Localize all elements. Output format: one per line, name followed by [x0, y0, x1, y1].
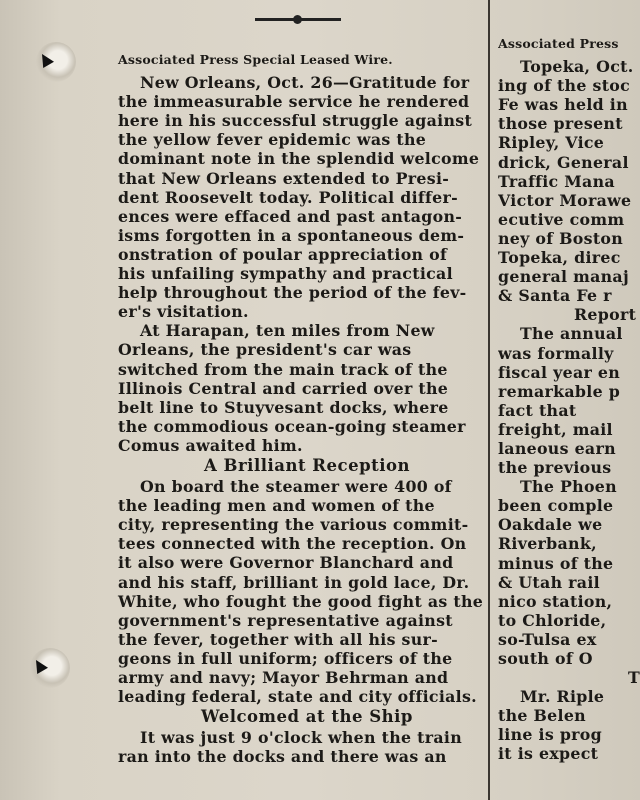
text-line: laneous earn — [498, 438, 616, 458]
text-line: New Orleans, Oct. 26—Gratitude for — [140, 73, 470, 93]
paragraph-1-cont — [118, 92, 496, 321]
text-line: that New Orleans extended to Presi- — [118, 168, 450, 188]
text-line: dent Roosevelt today. Political differ- — [118, 187, 458, 207]
paragraph-3 — [118, 477, 496, 496]
text-line: Mr. Riple — [520, 687, 605, 707]
subheading-welcomed-at-ship: Welcomed at the Ship — [201, 707, 413, 727]
binding-hole-bottom — [30, 648, 70, 688]
text-line: to Chloride, — [498, 610, 607, 630]
text-line: Riverbank, — [498, 534, 597, 554]
text-line: was formally — [498, 343, 614, 363]
text-line: the immeasurable service he rendered — [118, 92, 470, 112]
text-line: fact that — [498, 400, 577, 420]
text-line: so-Tulsa ex — [498, 629, 597, 649]
text-line: remarkable p — [498, 381, 621, 401]
paragraph-2-cont — [118, 340, 496, 455]
text-line: it is expect — [498, 744, 599, 764]
text-line: White, who fought the good fight as the — [118, 591, 484, 611]
text-line: city, representing the various commit- — [118, 515, 469, 535]
text-line: isms forgotten in a spontaneous dem- — [118, 225, 465, 245]
text-line: Fe was held in — [498, 95, 628, 115]
text-line: onstration of poular appreciation of — [118, 244, 448, 264]
article-column-left — [118, 50, 496, 766]
text-line: er's visitation. — [118, 302, 249, 322]
paragraph-4-cont — [118, 747, 496, 766]
text-line: general manaj — [498, 267, 629, 287]
text-line: help throughout the period of the fev- — [118, 283, 467, 303]
text-line: switched from the main track of the — [118, 359, 448, 379]
text-line: freight, mail — [498, 419, 613, 439]
wire-credit: Associated Press Special Leased Wire. — [118, 52, 393, 67]
text-line: his unfailing sympathy and practical — [118, 264, 453, 284]
text-line: geons in full uniform; officers of the — [118, 648, 453, 668]
text-line: ing of the stoc — [498, 76, 631, 96]
text-line: Topeka, direc — [498, 248, 621, 268]
text-line: belt line to Stuyvesant docks, where — [118, 397, 449, 417]
text-line: the Belen — [498, 706, 586, 726]
text-line: the commodious ocean-going steamer — [118, 416, 466, 436]
text-line: government's representative against — [118, 610, 453, 630]
text-line: ney of Boston — [498, 228, 624, 248]
text-line: line is prog — [498, 725, 602, 745]
text-line: Illinois Central and carried over the — [118, 378, 449, 398]
text-line: On board the steamer were 400 of — [140, 477, 452, 497]
text-line: drick, General — [498, 152, 629, 172]
header-ornament-rule — [255, 18, 341, 21]
text-line: south of O — [498, 649, 593, 668]
text-line: those present — [498, 114, 623, 134]
text-line: ran into the docks and there was an — [118, 747, 447, 767]
paragraph-4 — [118, 728, 496, 747]
paragraph-3-cont — [118, 496, 496, 706]
binding-hole-top — [36, 42, 76, 82]
article-column-right — [498, 34, 640, 764]
text-line: army and navy; Mayor Behrman and — [118, 668, 449, 687]
subheading-brilliant-reception: A Brilliant Reception — [204, 455, 410, 475]
text-line: Ripley, Vice — [498, 133, 605, 153]
text-line: Orleans, the president's car was — [118, 340, 412, 360]
wire-credit-right: Associated Press — [498, 36, 619, 51]
text-line: nico station, — [498, 591, 613, 611]
text-line: At Harapan, ten miles from New — [140, 321, 435, 341]
text-line: dominant note in the splendid welcome — [118, 149, 480, 169]
text-line: & Santa Fe r — [498, 286, 612, 306]
text-line: the yellow fever epidemic was the — [118, 130, 427, 150]
text-line: ences were effaced and past antagon- — [118, 206, 463, 226]
text-line: The annual — [520, 324, 623, 344]
text-line: Comus awaited him. — [118, 435, 303, 455]
text-line: It was just 9 o'clock when the train — [140, 728, 462, 748]
text-line: and his staff, brilliant in gold lace, Dr. — [118, 572, 470, 592]
text-line: fiscal year en — [498, 362, 621, 382]
text-line: ecutive comm — [498, 209, 625, 229]
paragraph-2 — [118, 321, 496, 340]
text-line: the fever, together with all his sur- — [118, 629, 439, 649]
subheading-report: Report — [574, 305, 637, 325]
text-line: it also were Governor Blanchard and — [118, 553, 454, 573]
text-line: here in his successful struggle against — [118, 111, 473, 131]
text-line: the leading men and women of the — [118, 496, 435, 516]
text-line: been comple — [498, 496, 614, 516]
subheading-partial: T — [628, 668, 640, 688]
text-line: minus of the — [498, 553, 614, 573]
text-line: Traffic Mana — [498, 171, 615, 191]
text-line: Oakdale we — [498, 515, 603, 535]
text-line: & Utah rail — [498, 572, 600, 592]
text-line: The Phoen — [520, 477, 617, 497]
paragraph-1 — [118, 73, 496, 92]
text-line: leading federal, state and city officials. — [118, 687, 477, 707]
text-line: Topeka, Oct. — [520, 57, 634, 77]
text-line: tees connected with the reception. On — [118, 534, 467, 554]
text-line: Victor Morawe — [498, 190, 632, 210]
text-line: the previous — [498, 458, 612, 478]
